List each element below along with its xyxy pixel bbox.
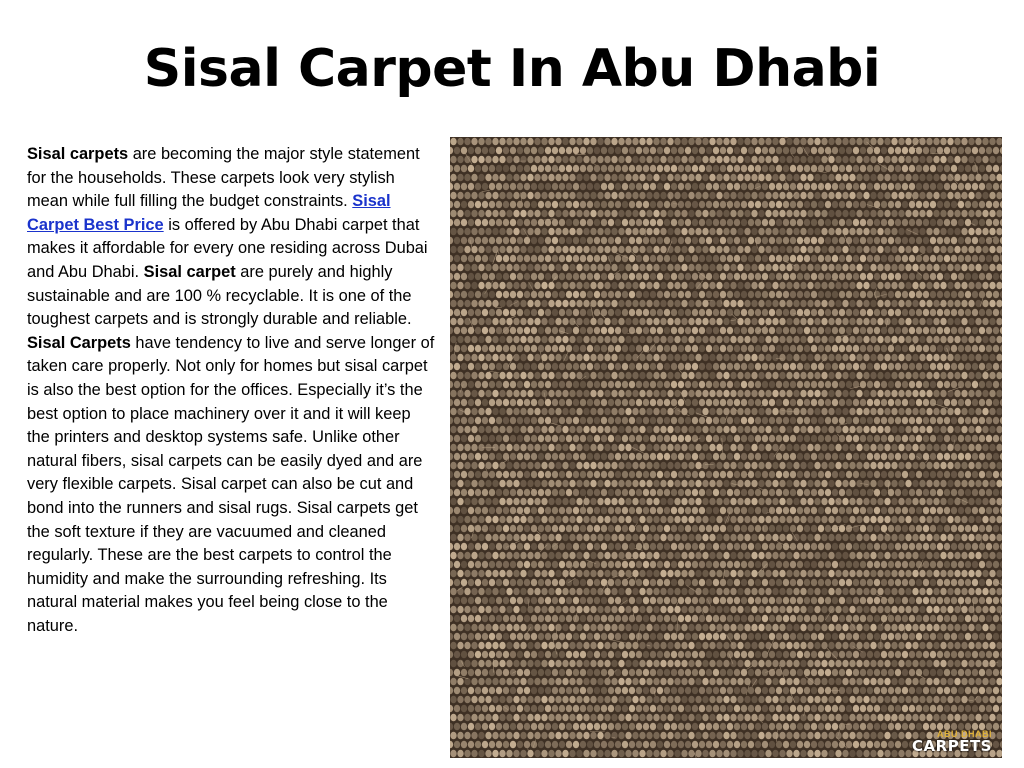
- paragraph-text: is offered by Abu Dhabi carpet that makes it affordable for every one residing across Dubai and Abu Dhabi.: [27, 215, 428, 281]
- keyword-sisal-carpet: Sisal carpet: [143, 262, 236, 281]
- sisal-carpet-best-price-link[interactable]: Sisal Carpet Best Price: [27, 192, 391, 234]
- paragraph-text: have tendency to live and serve longer of taken care properly. Not only for homes but sisal carpet is also the best option for the offices. Especially it’s the best option to place machinery over it and it will keep the printers and desktop systems safe. Unlike other natural fibers, sisal carpets can be easily dyed and are very flexible carpets. Sisal carpet can also be cut and bond into the runners and sisal rugs. Sisal carpets get the soft texture if they are vacuumed and cleaned regularly. These are the best carpets to control the humidity and make the surrounding refreshing. Its natural material makes you feel being close to the nature.: [27, 333, 435, 635]
- watermark-bottom-text: CARPETS: [912, 737, 992, 755]
- slide-title: Sisal Carpet In Abu Dhabi: [143, 39, 881, 99]
- keyword-sisal-carpets: Sisal carpets: [27, 145, 129, 163]
- sisal-carpet-texture-image: [450, 137, 1002, 758]
- watermark-top-text: ABU DHABI: [937, 729, 992, 739]
- paragraph-text: are purely and highly sustainable and are 100 % recyclable. It is one of the toughest carpets and is strongly durable and reliable.: [27, 262, 412, 329]
- keyword-sisal-carpets-2: Sisal Carpets: [27, 333, 131, 352]
- carpet-texture-drawing: [450, 137, 1002, 758]
- abu-dhabi-carpets-logo: [912, 730, 992, 754]
- paragraph-text: are becoming the major style statement for the households. These carpets look very stylish mean while full filling the budget constraints.: [27, 145, 420, 211]
- body-paragraph: [27, 143, 437, 638]
